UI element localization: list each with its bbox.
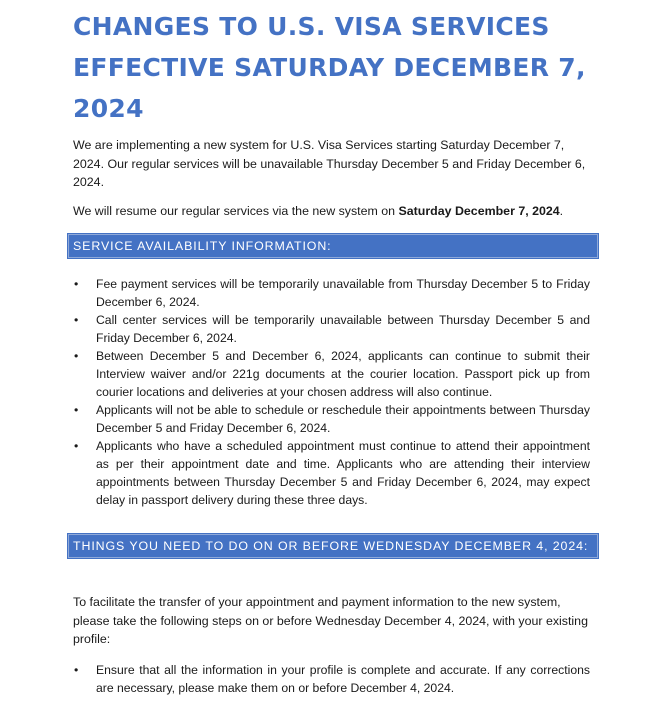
list-item bbox=[73, 661, 590, 697]
list-item bbox=[73, 347, 590, 401]
bullet-icon: • bbox=[74, 663, 79, 677]
service-availability-list bbox=[73, 275, 590, 509]
list-item bbox=[73, 437, 590, 509]
list-item bbox=[73, 401, 590, 437]
list-item bbox=[73, 311, 590, 347]
bullet-icon: • bbox=[74, 349, 79, 363]
list-item-text: Call center services will be temporarily unavailable between Thursday December 5 and Friday December 6, 2024. bbox=[96, 313, 590, 345]
section-heading-things-to-do: THINGS YOU NEED TO DO ON OR BEFORE WEDNESDAY DECEMBER 4, 2024: bbox=[68, 534, 598, 558]
list-item bbox=[73, 275, 590, 311]
list-item-text: Applicants will not be able to schedule or reschedule their appointments between Thursday December 5 and Friday December 6, 2024. bbox=[96, 403, 590, 435]
bullet-icon: • bbox=[74, 403, 79, 417]
list-item-text: Ensure that all the information in your profile is complete and accurate. If any corrections are necessary, please make them on or before December 4, 2024. bbox=[96, 663, 590, 695]
intro-paragraph: We are implementing a new system for U.S. Visa Services starting Saturday December 7, 2024. Our regular services will be unavailable Thursday December 5 and Friday December 6, 2024. bbox=[73, 138, 586, 189]
page-title: CHANGES TO U.S. VISA SERVICES EFFECTIVE SATURDAY DECEMBER 7, 2024 bbox=[73, 12, 586, 123]
resume-text: We will resume our regular services via the new system on bbox=[73, 204, 399, 218]
list-item-text: Fee payment services will be temporarily unavailable from Thursday December 5 to Friday December 6, 2024. bbox=[96, 277, 590, 309]
things-to-do-list bbox=[73, 661, 590, 697]
resume-date: Saturday December 7, 2024 bbox=[398, 204, 560, 218]
resume-paragraph bbox=[73, 202, 593, 221]
things-to-do-intro: To facilitate the transfer of your appointment and payment information to the new system, please take the following steps on or before Wednesday December 4, 2024, with your existing profile: bbox=[73, 595, 588, 646]
list-item-text: Between December 5 and December 6, 2024, applicants can continue to submit their Interview waiver and/or 221g documents at the courier location. Passport pick up from courier locations and deliveries at your chosen address will also continue. bbox=[96, 349, 590, 399]
resume-end: . bbox=[559, 204, 564, 218]
bullet-icon: • bbox=[74, 439, 79, 453]
bullet-icon: • bbox=[74, 313, 79, 327]
list-item-text: Applicants who have a scheduled appointment must continue to attend their appointment as per their appointment date and time. Applicants who are attending their interview appointments between Thursday December 5 and Friday December 6, 2024, may expect delay in passport delivery during these three days. bbox=[96, 439, 590, 507]
bullet-icon: • bbox=[74, 277, 79, 291]
section-heading-service-availability: SERVICE AVAILABILITY INFORMATION: bbox=[68, 234, 598, 258]
